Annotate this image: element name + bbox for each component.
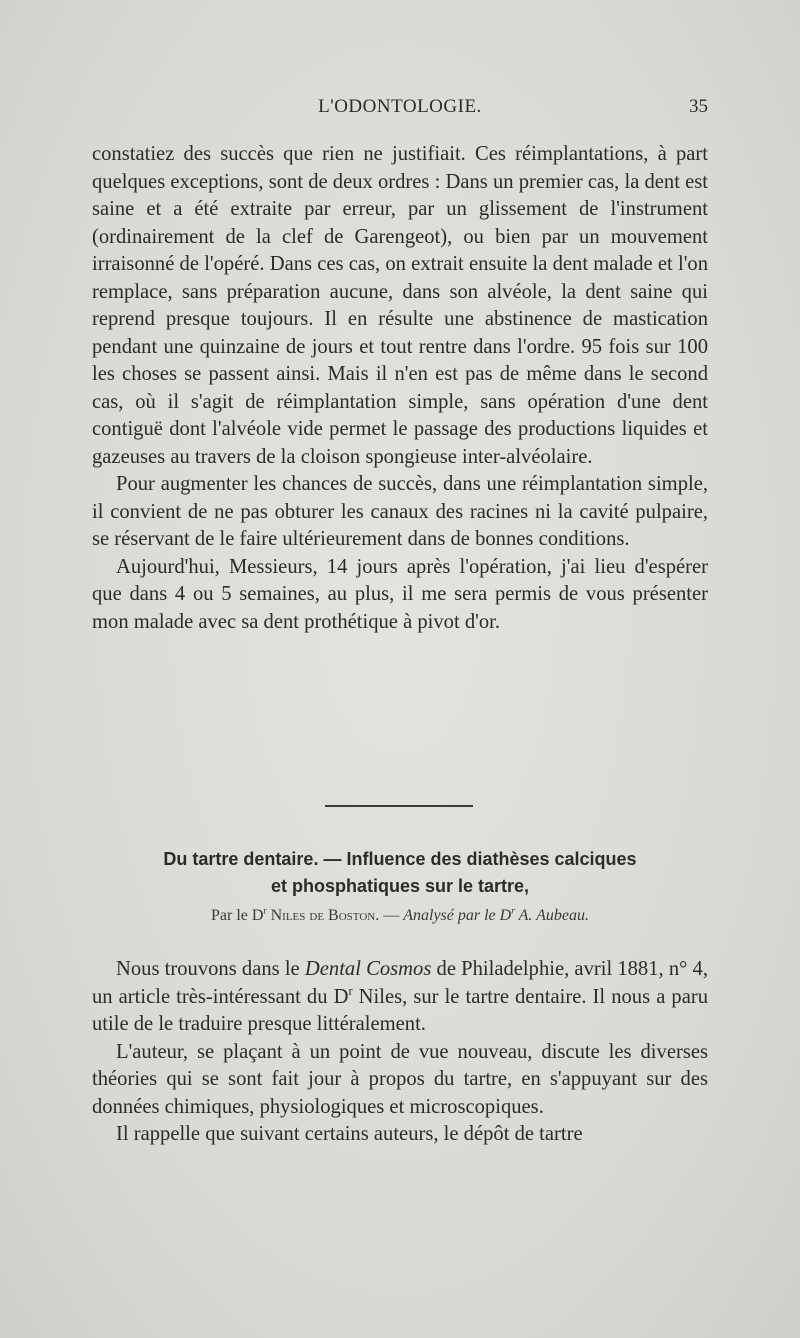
article-title-line-1: Du tartre dentaire. — Influence des diathèses calciques [163,849,637,869]
page-number: 35 [689,96,708,117]
byline-dash: — [379,907,404,924]
page-header [92,96,708,122]
paragraph-1: constatiez des succès que rien ne justifiait. Ces réimplantations, à part quelques exceptions, sont de deux ordres : Dans un premier cas, la dent est saine et a été extraite par erreur, par un glissement de l'instrument (ordinairement de la clef de Garengeot), ou bien par un mouvement irraisonné de l'opéré. Dans ces cas, on extrait ensuite la dent malade et l'on remplace, sans préparation aucune, dans son alvéole, la dent saine qui reprend presque toujours. Il en résulte une abstinence de mastication pendant une quinzaine de jours et tout rentre dans l'ordre. 95 fois sur 100 les choses se passent ainsi. Mais il n'en est pas de même dans le second cas, où il s'agit de réimplantation simple, sans opération d'une dent contiguë dont l'alvéole vide permet le passage des productions liquides et gazeuses au travers de la cloison spongieuse inter-alvéolaire. [92,143,708,468]
article-paragraph-3: Il rappelle que suivant certains auteurs, le dépôt de tartre [116,1123,583,1145]
article-byline [92,907,708,925]
paragraph-2: Pour augmenter les chances de succès, dans une réimplantation simple, il convient de ne pas obturer les canaux des racines ni la cavité pulpaire, se réservant de le faire ultérieurement dans de bonnes conditions. [92,473,708,550]
p1-sup: r [348,983,353,998]
article-paragraph-2: L'auteur, se plaçant à un point de vue nouveau, discute les diverses théories qui se sont fait jour à propos du tartre, en s'appuyant sur des données chimiques, physiologiques et microscopiques. [92,1040,708,1118]
byline-analysis [403,907,589,924]
byline-analysis-sup: r [511,905,515,917]
journal-name: Dental Cosmos [304,958,432,980]
paragraph-3: Aujourd'hui, Messieurs, 14 jours après l'opération, j'ai lieu d'espérer que dans 4 ou 5 semaines, au plus, il me sera permis de vous présenter mon malade avec sa dent prothétique à pivot d'or. [92,555,708,633]
article-title-line-2: et phosphatiques sur le tartre, [270,876,530,896]
article-body [92,956,708,1149]
byline-analyst: A. Aubeau. [514,907,590,924]
byline-sup: r [263,905,267,917]
byline-author: Niles de Boston. [270,907,380,924]
p1-before: Nous trouvons dans le [116,958,305,980]
section-divider [325,805,473,807]
running-title: L'ODONTOLOGIE. [318,96,482,117]
article-title [92,846,708,900]
p1-after: Niles, sur le tartre dentaire. Il nous a paru utile de le traduire presque littéralement. [92,985,708,1035]
article-paragraph-1 [92,956,708,1039]
byline-analysis-text: Analysé par le D [403,907,512,924]
section-continuation [92,141,708,636]
p1-middle: de Philadelphie, avril 1881, n° 4, un article très-intéressant du D [92,958,709,1008]
byline-par: Par le D [210,907,264,924]
